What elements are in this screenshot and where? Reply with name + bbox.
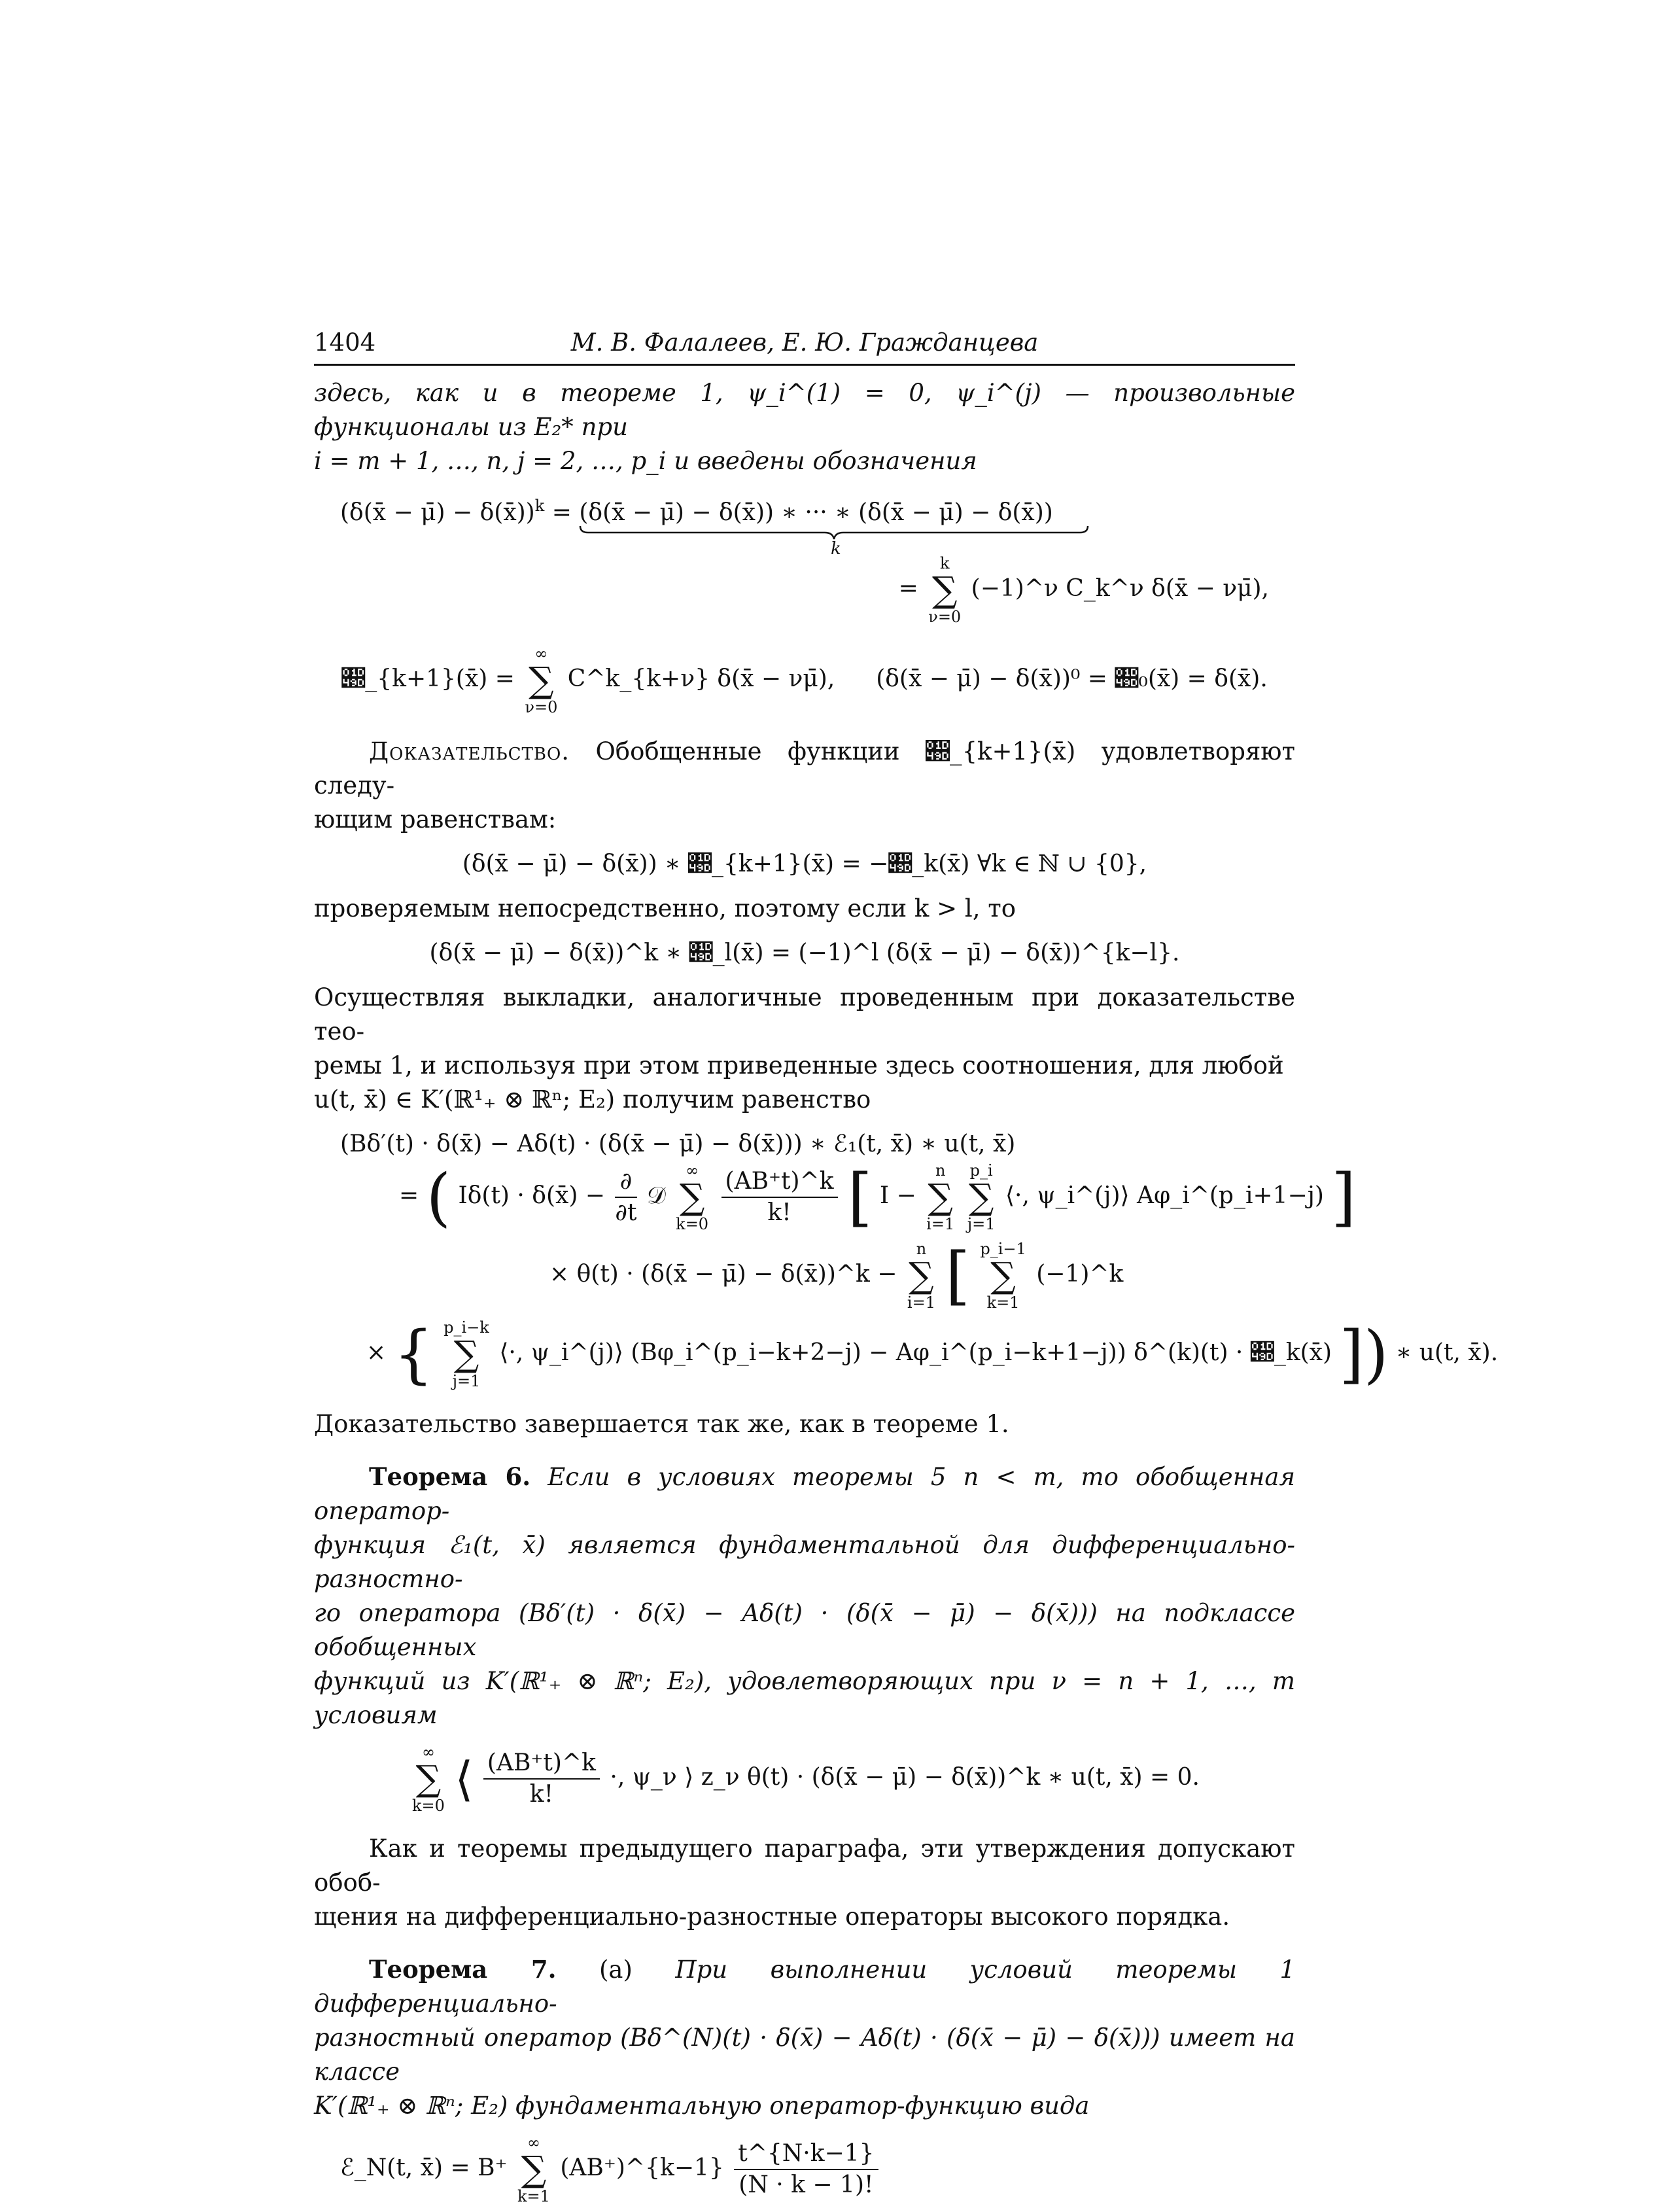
- eq1-rhs: (δ(x̄ − μ̄) − δ(x̄)) ∗ ··· ∗ (δ(x̄ − μ̄) − δ(x̄)): [579, 499, 1053, 526]
- power-fraction: $\frac{(AB^+t)\^{}k}{k!}$: [721, 1167, 838, 1228]
- big-equation-line-2: = ( Iδ(t) · δ(x̄) − $\frac{\partial}{\partial t}$ 𝒟 ∞ ∑ k=0 $\frac{(AB^+t)\^{}k}{k!}$ [ I − n ∑ i=1 p_i ∑ j=1 ⟨·, ψ_i^(j)⟩ Aφ_i^(p_i+1−j) ]: [399, 1161, 1356, 1234]
- theorem7-line-3: K′(ℝ¹₊ ⊗ ℝⁿ; E₂) фундаментальную оператор-функцию вида: [314, 2092, 1090, 2120]
- theorem6-line-2: функция ℰ₁(t, x̄) является фундаментальной для дифференциально-разностно-: [314, 1531, 1295, 1593]
- theorem7-formula: ℰ_N(t, x̄) = B⁺ ∞ ∑ k=1 (AB⁺)^{k−1} $\frac{t\^{}\{N\cdot k-1\}}{(N \cdot k - 1)!}$: [314, 2133, 1295, 2212]
- sum-k-1: ∞ ∑ k=1: [517, 2133, 550, 2205]
- equation-binomial-sum: = k ∑ ν=0 (−1)^ν C_k^ν δ(x̄ − νμ̄),: [898, 554, 1269, 626]
- eq3-body1: C^k_{k+ν} δ(x̄ − νμ̄),: [567, 665, 835, 692]
- sum-inf-bottom: ν=0: [525, 698, 558, 716]
- theorem6-line-3: го оператора (Bδ′(t) · δ(x̄) − Aδ(t) · (δ(x̄ − μ̄) − δ(x̄))) на подклассе обобщенных: [314, 1599, 1295, 1661]
- sum-k-infinite: ∞ ∑ k=0: [676, 1161, 709, 1233]
- proof-line-3: проверяемым непосредственно, поэтому если k > l, то: [314, 894, 1016, 922]
- proof-line-2: ющим равенствам:: [314, 805, 557, 834]
- sum-inf-top: ∞: [534, 644, 548, 663]
- sum-i-2: n ∑ i=1: [907, 1240, 935, 1312]
- remark-line-2: щения на дифференциально-разностные операторы высокого порядка.: [314, 1903, 1230, 1931]
- proof-line-4: Осуществляя выкладки, аналогичные проведенным при доказательстве тео-: [314, 983, 1295, 1045]
- sum-nu-infinite: ∞ ∑ ν=0: [525, 644, 558, 716]
- eq1-lhs: (δ(x̄ − μ̄) − δ(x̄)): [340, 499, 535, 526]
- page: [314, 327, 1499, 2212]
- theorem7-label: Теорема 7.: [369, 1955, 557, 1984]
- sum-k-finite: p_i−1 ∑ k=1: [980, 1240, 1026, 1312]
- theorem6-label: Теорема 6.: [369, 1462, 531, 1491]
- running-header: [314, 327, 1295, 366]
- partial-derivative: $\frac{\partial}{\partial t}$: [615, 1168, 637, 1226]
- proof-end: Доказательство завершается так же, как в теореме 1.: [314, 1410, 1009, 1438]
- big-equation-line-3: × θ(t) · (δ(x̄ − μ̄) − δ(x̄))^k − n ∑ i=1 [ p_i−1 ∑ k=1 (−1)^k: [549, 1239, 1124, 1312]
- intro-line-1: здесь, как и в теореме 1, ψ_i^(1) = 0, ψ_i^(j) — произвольные функционалы из E₂* при: [314, 379, 1295, 441]
- sum-j: p_i ∑ j=1: [967, 1161, 996, 1233]
- proof-line-1: Доказательство. Обобщенные функции 𝒝_{k+1}(x̄) удовлетворяют следу-: [314, 737, 1295, 799]
- eq3-lhs: 𝒝_{k+1}(x̄) =: [341, 665, 515, 692]
- theorem6-line-4: функций из K′(ℝ¹₊ ⊗ ℝⁿ; E₂), удовлетворяющих при ν = n + 1, …, m условиям: [314, 1667, 1295, 1729]
- equation-power-definition: (δ(x̄ − μ̄) − δ(x̄))$^k$ = (δ(x̄ − μ̄) − δ(x̄)) ∗ ··· ∗ (δ(x̄ − μ̄) − δ(x̄)) k: [314, 489, 1295, 554]
- equation-power-convolution: (δ(x̄ − μ̄) − δ(x̄))^k ∗ 𝒝_l(x̄) = (−1)^l (δ(x̄ − μ̄) − δ(x̄))^{k−l}.: [429, 939, 1180, 966]
- page-number: 1404: [314, 328, 376, 357]
- proof-line-5: ремы 1, и используя при этом приведенные здесь соотношения, для любой: [314, 1051, 1284, 1080]
- eq2-body: (−1)^ν C_k^ν δ(x̄ − νμ̄),: [971, 575, 1269, 602]
- authors: М. В. Фалалеев, Е. Ю. Гражданцева: [570, 328, 1039, 357]
- eq3-body2: (δ(x̄ − μ̄) − δ(x̄))⁰ = 𝒝₀(x̄) = δ(x̄).: [876, 665, 1268, 692]
- theorem7-line-2: разностный оператор (Bδ^(N)(t) · δ(x̄) − Aδ(t) · (δ(x̄ − μ̄) − δ(x̄))) имеет на классе: [314, 2024, 1295, 2086]
- sum-nu-top: k: [939, 554, 950, 572]
- underbrace: [579, 496, 1052, 530]
- condition-fraction: $\frac{(AB^+t)\^{}k}{k!}$: [483, 1748, 600, 1810]
- equation-b-definition: [314, 644, 1295, 716]
- sum-j-2: p_i−k ∑ j=1: [443, 1318, 489, 1390]
- factorial-fraction: $\frac{t\^{}\{N\cdot k-1\}}{(N \cdot k - 1)!}$: [734, 2139, 878, 2200]
- big-equation-line-1: (Bδ′(t) · δ(x̄) − Aδ(t) · (δ(x̄ − μ̄) − δ(x̄))) ∗ ℰ₁(t, x̄) ∗ u(t, x̄): [340, 1131, 1016, 1157]
- equation-convolution-identity: (δ(x̄ − μ̄) − δ(x̄)) ∗ 𝒝_{k+1}(x̄) = −𝒝_k(x̄) ∀k ∈ ℕ ∪ {0},: [462, 851, 1147, 877]
- proof-line-6: u(t, x̄) ∈ K′(ℝ¹₊ ⊗ ℝⁿ; E₂) получим равенство: [314, 1085, 871, 1114]
- theorem7-line-1: Теорема 7. (a) При выполнении условий теоремы 1 дифференциально-: [314, 1955, 1295, 2018]
- sum-k-condition: ∞ ∑ k=0: [412, 1743, 445, 1815]
- theorem6-line-1: Теорема 6. Если в условиях теоремы 5 n < m, то обобщенная оператор-: [314, 1462, 1295, 1525]
- brace-label: k: [831, 539, 841, 559]
- eq1-lhs-exp: k: [534, 497, 545, 515]
- intro-line-2: i = m + 1, …, n, j = 2, …, p_i и введены обозначения: [314, 447, 977, 475]
- sum-i: n ∑ i=1: [926, 1161, 955, 1233]
- theorem6-condition: ∞ ∑ k=0 ⟨ $\frac{(AB^+t)\^{}k}{k!}$ ·, ψ_ν ⟩ z_ν θ(t) · (δ(x̄ − μ̄) − δ(x̄))^k ∗ u(t, x̄) = 0.: [412, 1743, 1200, 1815]
- sum-nu-bottom: ν=0: [928, 608, 962, 626]
- proof-label: Доказательство.: [369, 737, 570, 765]
- remark-line-1: Как и теоремы предыдущего параграфа, эти утверждения допускают обоб-: [314, 1835, 1295, 1897]
- sum-nu: k ∑ ν=0: [928, 554, 962, 626]
- big-equation-line-4: × { p_i−k ∑ j=1 ⟨·, ψ_i^(j)⟩ (Bφ_i^(p_i−k+2−j) − Aφ_i^(p_i−k+1−j)) δ^(k)(t) · 𝒝_k(x̄) ]) ∗ u(t, x̄).: [366, 1318, 1499, 1391]
